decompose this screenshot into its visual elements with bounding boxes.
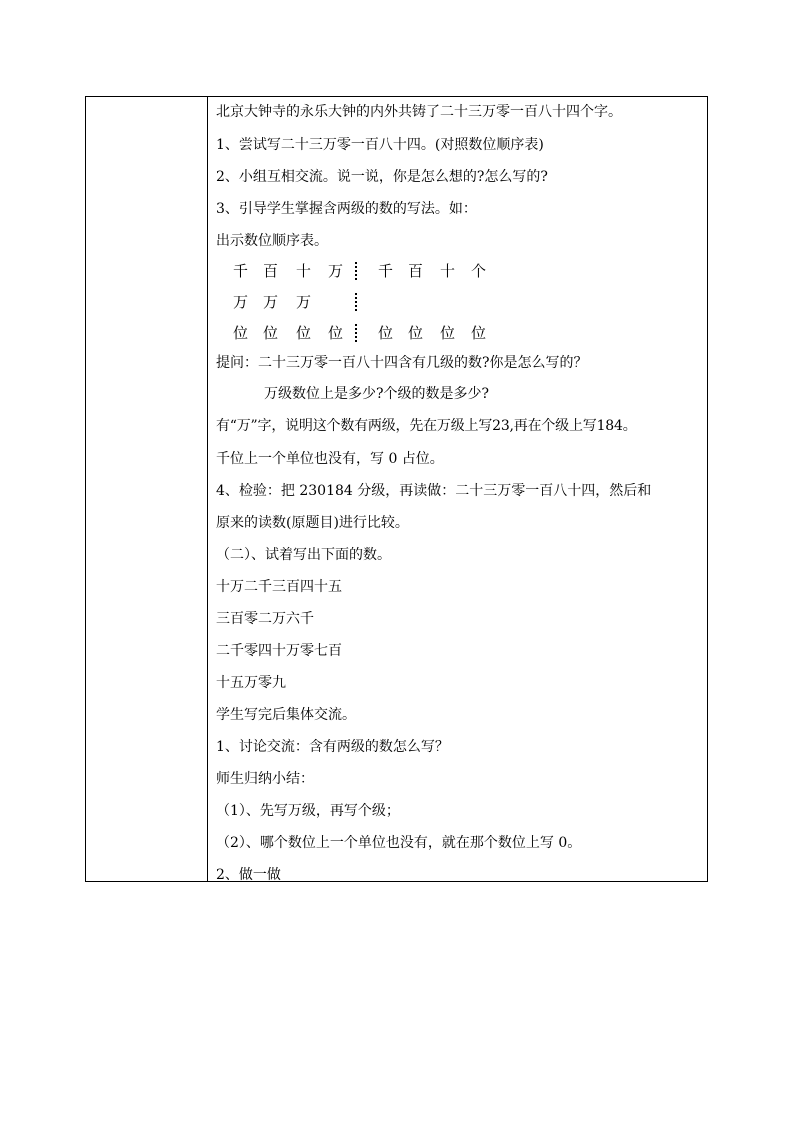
text-line: 三百零二万六千 (216, 611, 314, 627)
place-cell: 位 (408, 324, 424, 342)
place-cell: 十 (440, 262, 456, 280)
text-line: 原来的读数(原题目)进行比较。 (216, 515, 409, 531)
place-cell: 百 (408, 262, 424, 280)
text-line: 3、引导学生掌握含两级的数的写法。如： (216, 201, 477, 217)
place-cell: 位 (328, 324, 344, 342)
left-column-cell (86, 97, 208, 881)
text-line: 提问：二十三万零一百八十四含有几级的数?你是怎么写的？ (216, 355, 588, 371)
level-separator (355, 293, 357, 311)
place-cell: 万 (296, 293, 312, 311)
place-cell: 十 (296, 262, 312, 280)
text-line: 有“万”字，说明这个数有两级，先在万级上写23,再在个级上写184。 (216, 418, 637, 434)
text-line: 1、讨论交流：含有两级的数怎么写？ (216, 739, 449, 755)
text-line: 2、小组互相交流。说一说，你是怎么想的?怎么写的? (216, 169, 548, 185)
text-line: 十万二千三百四十五 (216, 579, 342, 595)
place-cell: 位 (296, 324, 312, 342)
place-cell: 个 (471, 262, 487, 280)
place-cell: 位 (263, 324, 279, 342)
text-line: （二）、试着写出下面的数。 (216, 547, 391, 563)
text-line: 学生写完后集体交流。 (216, 707, 356, 723)
place-cell: 百 (263, 262, 279, 280)
place-cell: 位 (440, 324, 456, 342)
text-line: （2）、哪个数位上一个单位也没有，就在那个数位上写 0。 (216, 835, 582, 851)
level-separator (355, 262, 357, 280)
place-cell: 位 (471, 324, 487, 342)
place-cell: 万 (263, 293, 279, 311)
text-line: 万级数位上是多少?个级的数是多少? (264, 386, 490, 402)
text-line: 出示数位顺序表。 (216, 233, 328, 249)
text-line: （1）、先写万级，再写个级； (216, 803, 400, 819)
place-cell: 千 (233, 262, 249, 280)
lesson-table (85, 96, 708, 882)
place-cell: 万 (233, 293, 249, 311)
text-line: 二千零四十万零七百 (216, 643, 342, 659)
place-cell: 位 (233, 324, 249, 342)
text-line: 千位上一个单位也没有，写 0 占位。 (216, 451, 444, 467)
text-line: 1、尝试写二十三万零一百八十四。(对照数位顺序表) (216, 137, 544, 153)
text-line: 4、检验：把 230184 分级，再读做：二十三万零一百八十四，然后和 (216, 483, 652, 499)
place-cell: 万 (328, 262, 344, 280)
text-line: 北京大钟寺的永乐大钟的内外共铸了二十三万零一百八十四个字。 (216, 104, 622, 120)
text-line: 十五万零九 (216, 675, 286, 691)
text-line: 师生归纳小结： (216, 771, 314, 787)
level-separator (355, 324, 357, 342)
place-cell: 位 (378, 324, 394, 342)
text-line: 2、做一做 (216, 867, 281, 883)
place-cell: 千 (378, 262, 394, 280)
